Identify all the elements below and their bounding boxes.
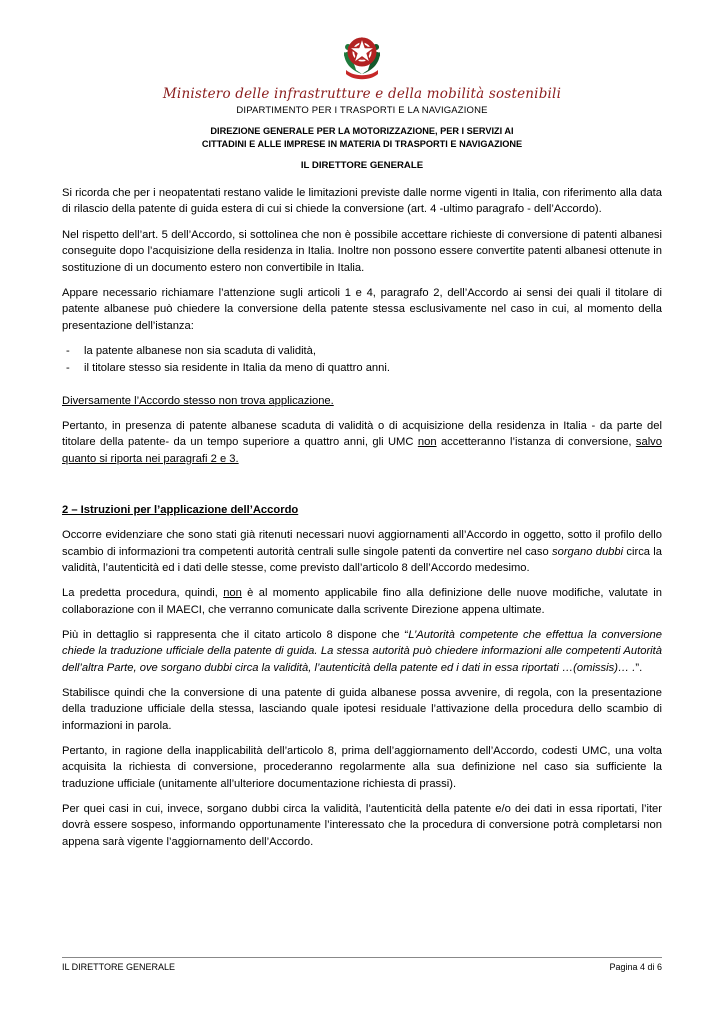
italic-sorgano-dubbi: sorgano dubbi (552, 545, 624, 558)
footer-page-number: Pagina 4 di 6 (609, 962, 662, 972)
text-part-a: La predetta procedura, quindi, (62, 587, 224, 600)
emphasis-non: non (417, 436, 437, 449)
list-bullet-marker: - (66, 362, 70, 375)
paragraph-diversamente (62, 393, 662, 409)
italian-republic-emblem-icon (340, 30, 384, 84)
document-header (62, 30, 662, 171)
directorate-line-2: CITTADINI E ALLE IMPRESE IN MATERIA DI TRASPORTI E NAVIGAZIONE (201, 139, 523, 150)
text-part-b: circa la validità, l’autenticità ed i dati delle stesse, come previsto dall’articolo 8 dell’Accordo medesimo. (62, 545, 663, 574)
paragraph-art5: Nel rispetto dell’art. 5 dell’Accordo, si sottolinea che non è possibile accettare richieste di conversione di patenti albanesi conseguite dopo l’acquisizione della residenza in Italia. Inoltre non possono essere convertite patenti albanesi ottenute in sostituzione di un documento estero non convertibile in Italia. (62, 228, 662, 274)
director-general-title: IL DIRETTORE GENERALE (300, 160, 424, 172)
spacer (62, 476, 662, 502)
paragraph-pertanto-umc (62, 418, 662, 467)
quoted-article-8: L’Autorità competente che effettua la conversione chiede la traduzione ufficiale della patente di guida. La stessa autorità può chiedere informazioni alle competenti Autorità dell’altra Parte, ove sorgano dubbi circa la validità, l’autenticità della patente ed i dati in essa riportati …(omissis)… . (62, 629, 662, 674)
page-footer (62, 957, 662, 972)
text-part-b: è al momento applicabile fino alla definizione delle nuove modifiche, valutate in collaborazione con il MAECI, che verranno comunicate dalla scrivente Direzione appena ultimate. (62, 587, 662, 616)
paragraph-dubbi-sospensione: Per quei casi in cui, invece, sorgano dubbi circa la validità, l’autenticità della patente e/o dei dati in essa riportati, l’iter dovrà essere sospeso, informando opportunamente l’interessato che la procedura di conversione potrà completarsi non appena sarà vigente l’aggiornamento dell’Accordo. (62, 803, 662, 848)
paragraph-articolo8-quote (62, 627, 662, 676)
conditions-list (62, 343, 662, 377)
section-heading-2: 2 – Istruzioni per l’applicazione dell’Accordo (62, 503, 299, 516)
paragraph-inapplicabilita: Pertanto, in ragione della inapplicabilità dell’articolo 8, prima dell’aggiornamento dell’Accordo, codesti UMC, una volta acquisita la richiesta di conversione, procederanno regolarmente alla sua definizione nel caso sia sufficiente la traduzione ufficiale (unitamente all’ulteriore documentazione richiesta di prassi). (62, 745, 662, 790)
list-item-label: la patente albanese non sia scaduta di validità, (84, 344, 316, 357)
underlined-statement: Diversamente l’Accordo stesso non trova applicazione. (62, 394, 334, 407)
text-part-a: Pertanto, in presenza di patente albanese scaduta di validità o di acquisizione della residenza in Italia - da parte del titolare della patente- da un tempo superiore a quattro anni, gli UMC (62, 419, 662, 449)
ministry-name: Ministero delle infrastrutture e della mobilità sostenibili (162, 86, 562, 102)
text-part-b: accetteranno l’istanza di conversione, (436, 436, 636, 449)
paragraph-traduzione-ufficiale: Stabilisce quindi che la conversione di una patente di guida albanese possa avvenire, di regola, con la presentazione della traduzione ufficiale della stessa, lasciando quale ipotesi residuale l’attivazione della procedura dello scambio di informazioni in parola. (62, 687, 662, 732)
department-name: DIPARTIMENTO PER I TRASPORTI E LA NAVIGAZIONE (236, 105, 488, 116)
paragraph-procedura-non-applicabile (62, 585, 662, 618)
spacer (62, 386, 662, 393)
list-item (62, 360, 662, 376)
list-item-label: il titolare stesso sia residente in Italia da meno di quattro anni. (84, 362, 390, 375)
directorate-line-1: DIREZIONE GENERALE PER LA MOTORIZZAZIONE, PER I SERVIZI AI (210, 126, 514, 136)
list-item (62, 343, 662, 359)
emphasis-non: non (223, 587, 242, 600)
footer-left-label: IL DIRETTORE GENERALE (62, 962, 176, 972)
document-body (62, 185, 662, 850)
paragraph-neopatentati: Si ricorda che per i neopatentati restano valide le limitazioni previste dalle norme vigenti in Italia, con riferimento alla data di rilascio della patente di guida estera di cui si chiede la conversione (art. 4 -ultimo paragrafo - dell’Accordo). (62, 187, 662, 216)
text-part-b: ”. (635, 661, 643, 674)
list-bullet-marker: - (66, 344, 70, 357)
paragraph-aggiornamenti (62, 527, 662, 576)
text-part-a: Occorre evidenziare che sono stati già ritenuti necessari nuovi aggiornamenti all’Accordo in oggetto, sotto il profilo dello scambio di informazioni tra competenti autorità centrali sulle singole patenti da convertire nel caso (62, 529, 662, 558)
underlined-reference: salvo quanto si riporta nei paragrafi 2 e 3. (62, 436, 662, 465)
text-part-a: Più in dettaglio si rappresenta che il citato articolo 8 dispone che “ (62, 629, 409, 641)
paragraph-art1-4: Appare necessario richiamare l’attenzione sugli articoli 1 e 4, paragrafo 2, dell’Accordo ai sensi dei quali il titolare di patente albanese può chiedere la conversione della patente stessa esclusivamente nel caso in cui, al momento della presentazione dell’istanza: (62, 286, 662, 332)
